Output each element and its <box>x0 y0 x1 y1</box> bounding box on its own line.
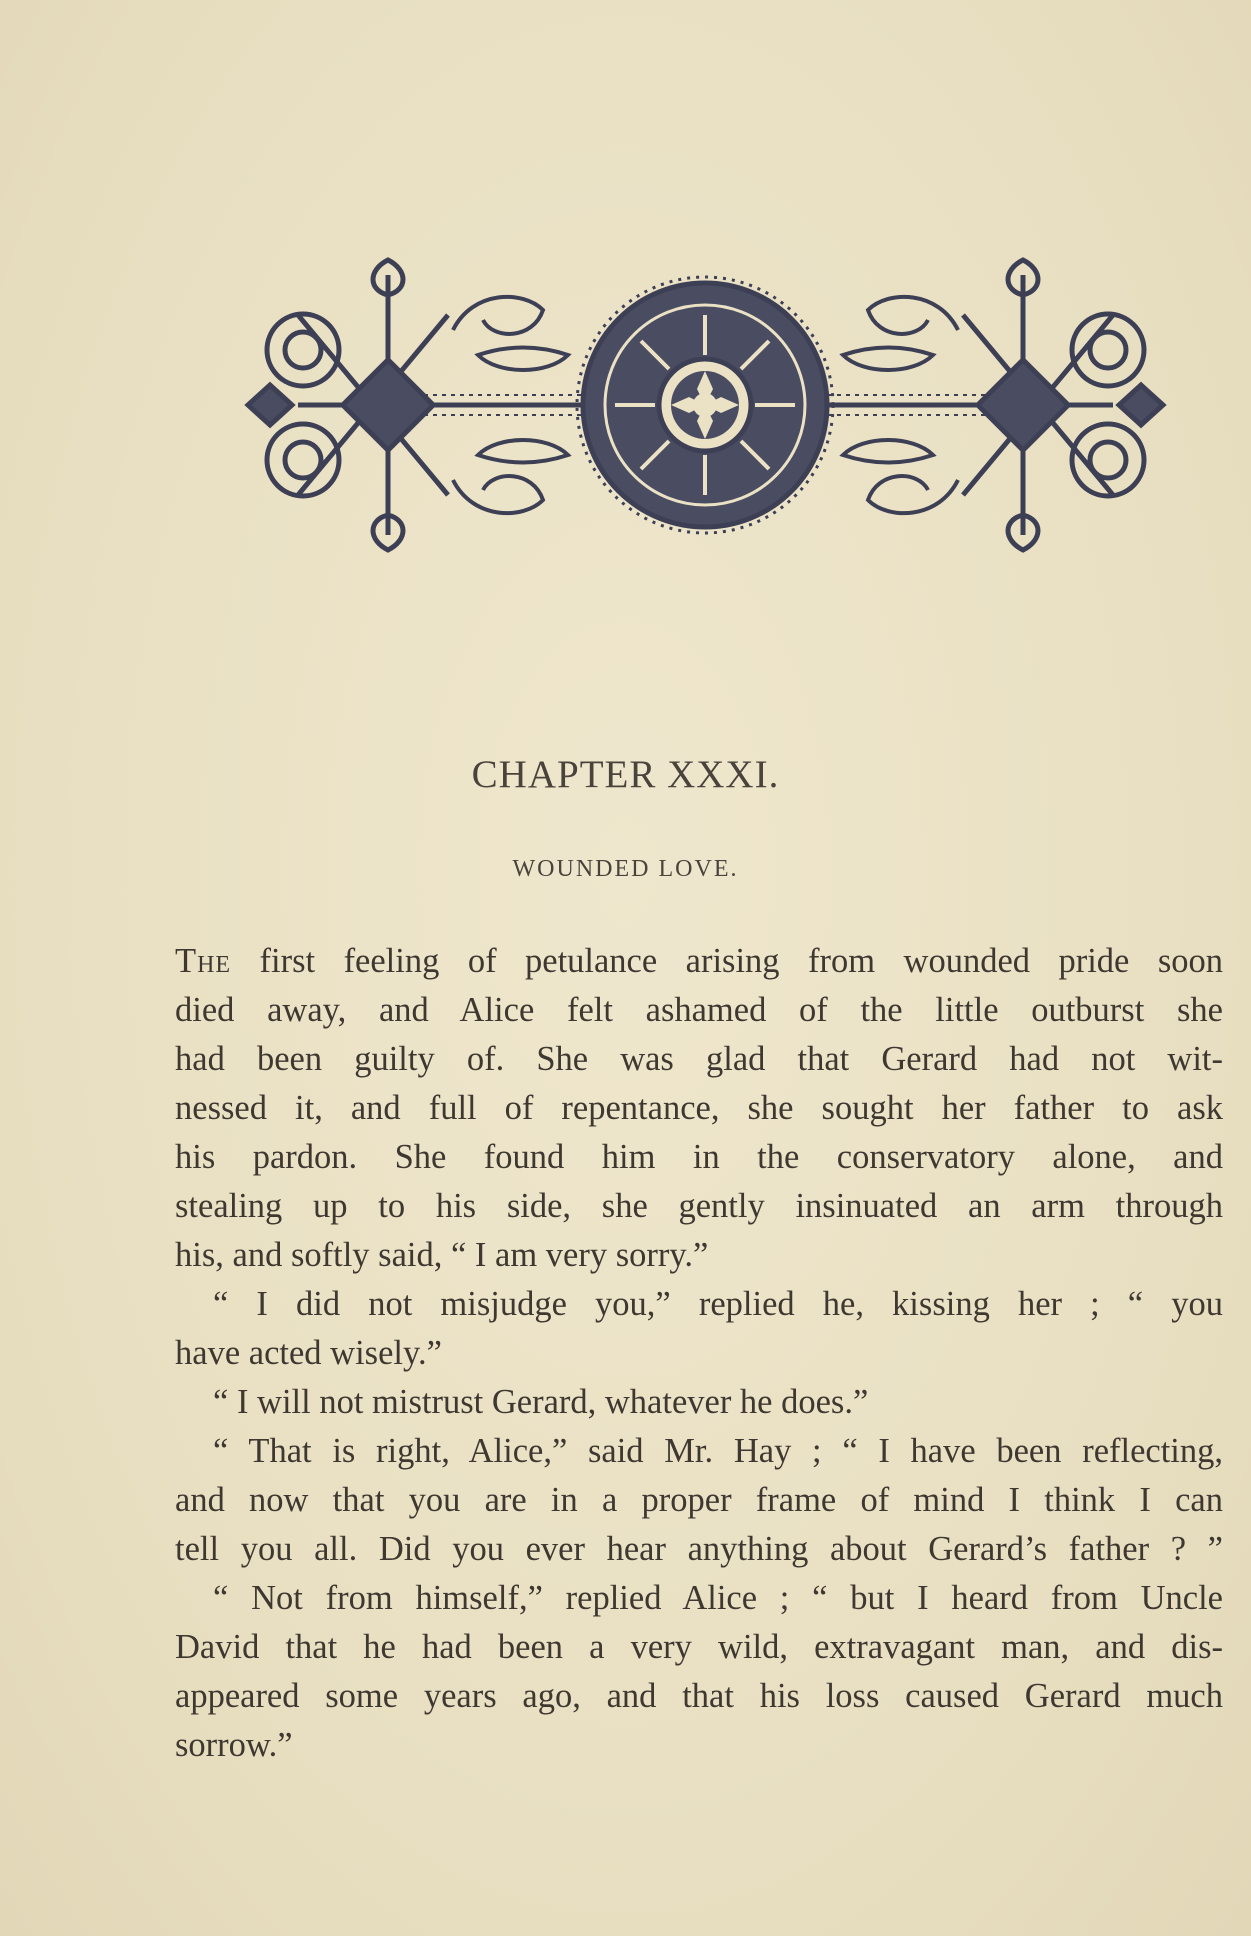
body-line: died away, and Alice felt ashamed of the little outburst she <box>175 991 1223 1029</box>
body-line: sorrow.” <box>175 1726 293 1764</box>
body-line: “ Not from himself,” replied Alice ; “ but I heard from Uncle <box>213 1579 1223 1617</box>
body-line: “ That is right, Alice,” said Mr. Hay ; “ I have been reflecting, <box>213 1432 1223 1470</box>
decorative-headpiece-ornament <box>238 255 1173 555</box>
chapter-subtitle: WOUNDED LOVE. <box>512 856 739 882</box>
body-line: “ I did not misjudge you,” replied he, kissing her ; “ you <box>213 1285 1223 1323</box>
body-line: and now that you are in a proper frame of mind I think I can <box>175 1481 1223 1519</box>
body-line: appeared some years ago, and that his loss caused Gerard much <box>175 1677 1223 1715</box>
body-line: had been guilty of. She was glad that Gerard had not wit- <box>175 1040 1223 1078</box>
body-line: stealing up to his side, she gently insinuated an arm through <box>175 1187 1223 1225</box>
body-line: The first feeling of petulance arising from wounded pride soon <box>175 942 1223 980</box>
body-line: have acted wisely.” <box>175 1334 442 1372</box>
chapter-body <box>175 937 1223 1770</box>
body-line: nessed it, and full of repentance, she sought her father to ask <box>175 1089 1223 1127</box>
body-line: David that he had been a very wild, extravagant man, and dis- <box>175 1628 1223 1666</box>
body-line: tell you all. Did you ever hear anything about Gerard’s father ? ” <box>175 1530 1223 1568</box>
chapter-title: CHAPTER XXXI. <box>471 753 780 796</box>
opening-word: The <box>175 942 232 980</box>
body-line: his, and softly said, “ I am very sorry.” <box>175 1236 709 1274</box>
body-line: his pardon. She found him in the conservatory alone, and <box>175 1138 1223 1176</box>
body-line: “ I will not mistrust Gerard, whatever he does.” <box>213 1383 869 1421</box>
